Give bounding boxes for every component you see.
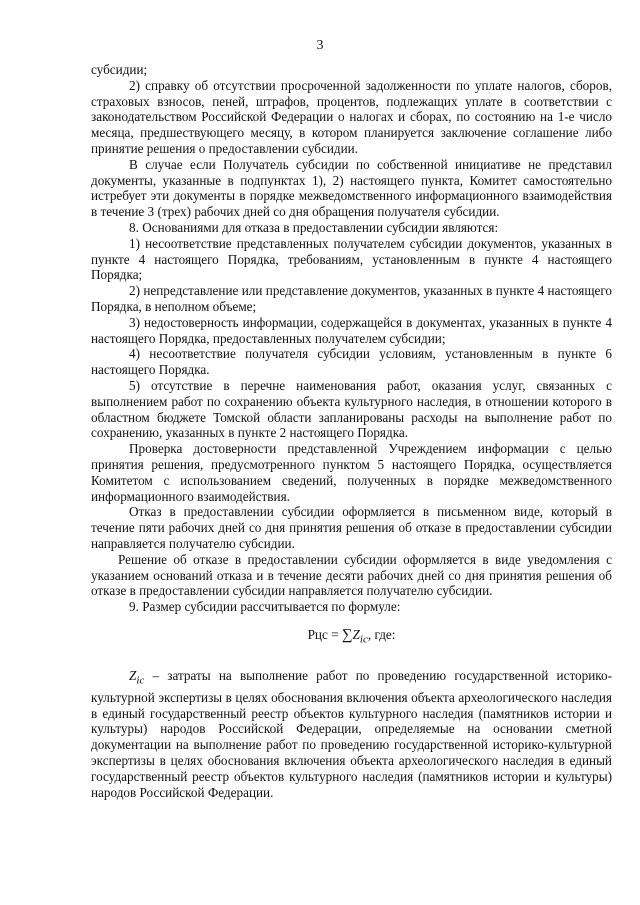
paragraph-definition [91, 668, 612, 800]
paragraph-verification: Проверка достоверности представленной Учреждением информации с целью принятия решения, предусмотренного пунктом 5 настоящего Порядка, осуществляется Комитетом с использованием сведений, полученных в порядке межведомственного информационного взаимодействия. [91, 441, 612, 504]
paragraph-ground-4: 4) несоответствие получателя субсидии условиям, установленным в пункте 6 настоящего Порядка. [91, 346, 612, 378]
page-number: 3 [316, 38, 324, 53]
paragraph-subsidy-size: 9. Размер субсидии рассчитывается по формуле: [129, 599, 401, 615]
paragraph-ground-2: 2) непредставление или представление документов, указанных в пункте 4 настоящего Порядка, в неполном объеме; [91, 283, 612, 314]
paragraph-ground-3: 3) недостоверность информации, содержащейся в документах, указанных в пункте 4 настоящего Порядка, предоставленных получателем субсидии; [91, 314, 612, 346]
document-body [91, 62, 612, 800]
paragraph-ground-5: 5) отсутствие в перечне наименования работ, оказания услуг, связанных с выполнением работ по сохранению объекта культурного наследия, в отношении которого в областном бюджете Томской области запланированы расходы на выполнение работ по сохранению, указанных в пункте 2 настоящего Порядка. [91, 377, 612, 441]
subsidy-formula [91, 627, 612, 648]
paragraph-refusal-notice: Решение об отказе в предоставлении субсидии оформляется в виде уведомления с указанием оснований отказа и в течение десяти рабочих дней со дня принятия решения об отказе в предоставлении субсидии направляется получателю субсидии. [91, 551, 612, 599]
formula-variable: Z [352, 626, 360, 642]
paragraph-refusal-written: Отказ в предоставлении субсидии оформляется в письменном виде, который в течение пяти рабочих дней со дня принятия решения об отказе в предоставлении субсидии направляется получателю субсидии. [91, 504, 612, 551]
definition-subscript: ic [136, 674, 145, 687]
paragraph-ground-1: 1) несоответствие представленных получателем субсидии документов, указанных в пункте 4 настоящего Порядка, требованиям, установленным в пункте 4 настоящего Порядка; [91, 235, 612, 283]
paragraph-refusal-grounds-heading: 8. Основаниями для отказа в предоставлении субсидии являются: [129, 219, 499, 235]
formula-lhs: Рцс = [307, 626, 342, 642]
definition-variable: Z [129, 668, 137, 684]
paragraph-continuation: субсидии; [91, 62, 148, 77]
formula-tail: , где: [367, 626, 396, 642]
paragraph-self-request: В случае если Получатель субсидии по собственной инициативе не представил документы, указанные в подпунктах 1), 2) настоящего пункта, Комитет самостоятельно истребует эти документы в порядке межведомственного информационного взаимодействия в течение 3 (трех) рабочих дней со дня обращения получателя субсидии. [91, 156, 612, 220]
definition-text: – затраты на выполнение работ по проведению государственной историко-культурной экспертизы в целях обоснования включения объекта археологического наследия в единый государственный реестр объектов культурного наследия (памятников истории и культуры) народов Российской Федерации, определяемые на основании сметной документации на выполнение работ по проведению государственной историко-культурной экспертизы в целях обоснования включения объекта археологического наследия в единый государственный реестр объектов культурного наследия (памятников истории и культуры) народов Российской Федерации. [91, 668, 612, 800]
formula-sum-symbol: ∑ [341, 626, 353, 643]
formula-subscript: ic [359, 633, 368, 646]
paragraph-item-2-certificate: 2) справку об отсутствии просроченной задолженности по уплате налогов, сборов, страховых взносов, пеней, штрафов, процентов, подлежащих уплате в соответствии с законодательством Российской Федерации о налогах и сборах, по состоянию на 1-е число месяца, предшествующего месяцу, в котором планируется заключение соглашение либо принятие решения о предоставлении субсидии. [91, 77, 612, 156]
